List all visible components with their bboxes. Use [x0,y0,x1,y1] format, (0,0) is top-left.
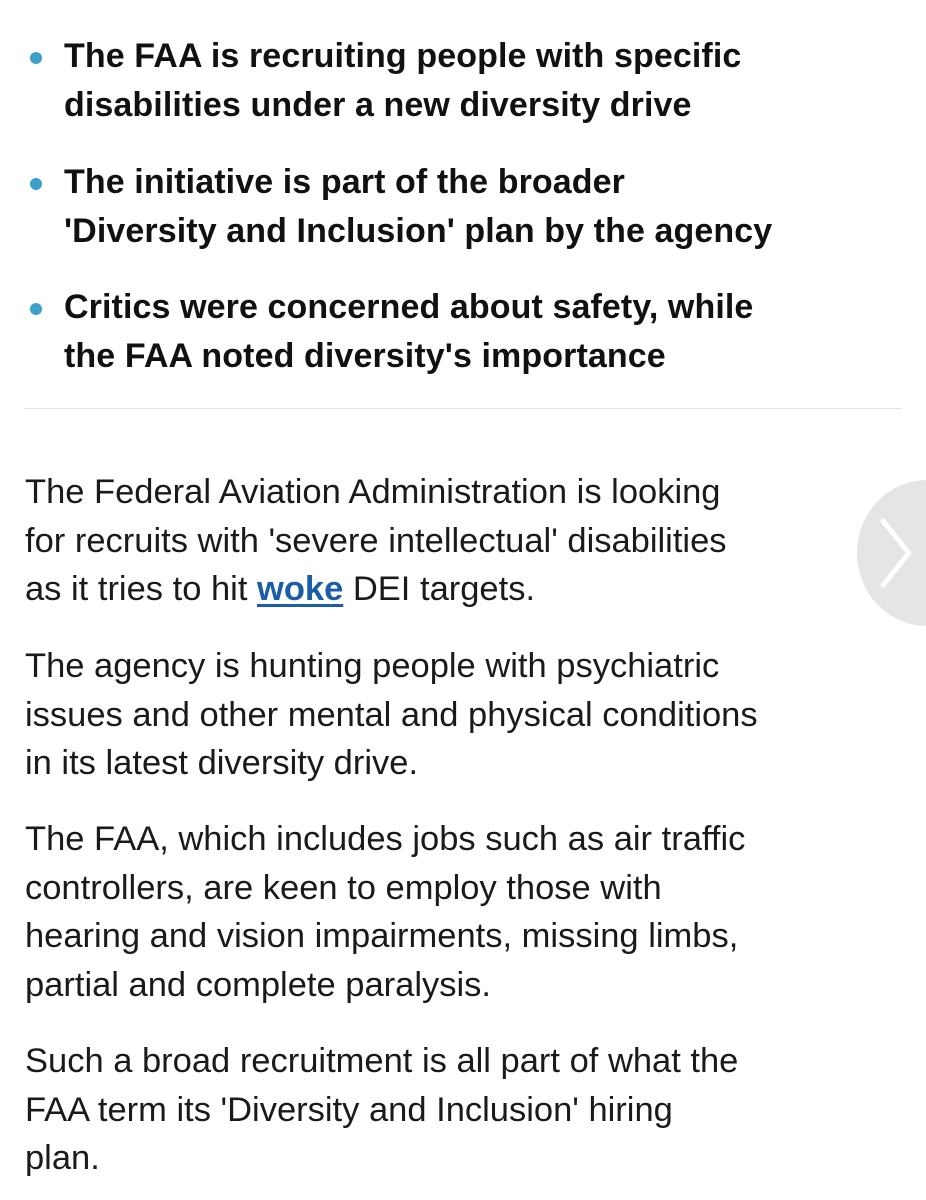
article-paragraph: The Federal Aviation Administration is looking for recruits with 'severe intellectual' disabilities as it tries to hit woke DEI targets. [25,468,905,614]
summary-bullet-text: The initiative is part of the broader 'Diversity and Inclusion' plan by the agency [64,163,773,250]
summary-divider [24,408,902,409]
chevron-right-icon [879,517,913,589]
summary-bullet-text: The FAA is recruiting people with specific disabilities under a new diversity drive [64,37,742,124]
bullet-dot-icon [30,178,42,190]
summary-bullet-text: Critics were concerned about safety, while the FAA noted diversity's importance [64,288,754,375]
paragraph-line: as it tries to hit woke DEI targets. [25,570,536,608]
bullet-dot-icon [30,303,42,315]
woke-link[interactable]: woke [257,570,344,608]
bullet-dot-icon [30,52,42,64]
article-paragraph: Such a broad recruitment is all part of what the FAA term its 'Diversity and Inclusion' hiring plan. [25,1042,739,1177]
article-paragraph: The FAA, which includes jobs such as air traffic controllers, are keen to employ those with hearing and vision impairments, missing limbs, partial and complete paralysis. [25,820,746,1004]
article-paragraph: The agency is hunting people with psychiatric issues and other mental and physical conditions in its latest diversity drive. [25,647,758,782]
